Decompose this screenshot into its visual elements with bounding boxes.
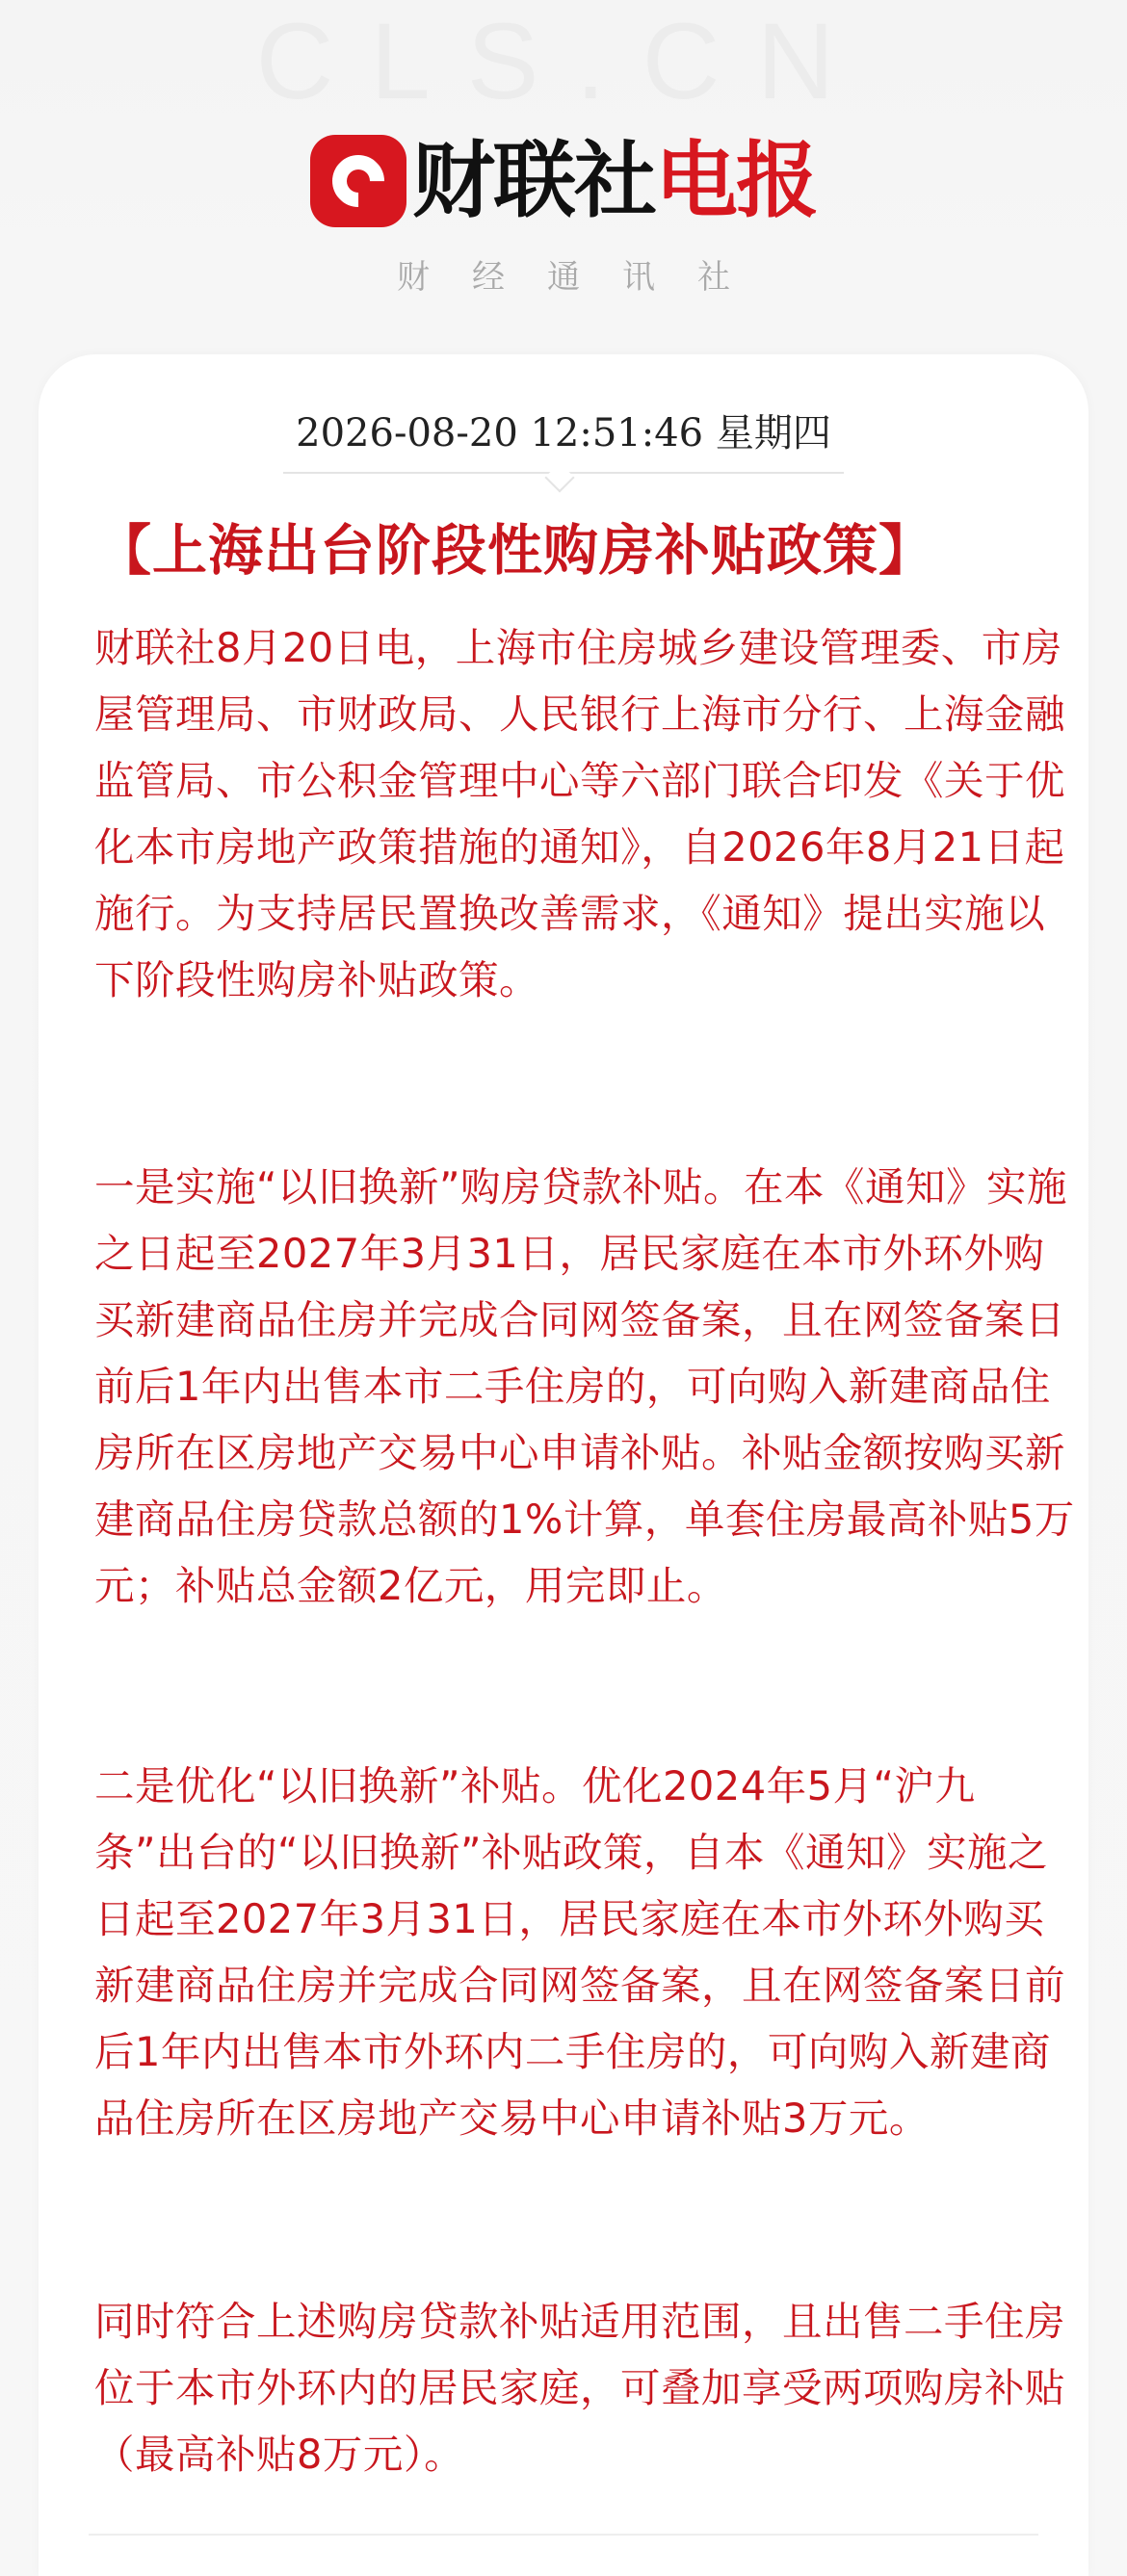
divider-notch [544, 462, 574, 492]
tagline: 财经通讯社 [397, 258, 773, 297]
publish-datetime: 2026-08-20 12:51:46 星期四 [296, 411, 831, 455]
article-title: 【上海出台阶段性购房补贴政策】 [96, 518, 934, 583]
bottom-divider [89, 2534, 1038, 2536]
brand-logo [0, 135, 1127, 227]
paragraph-policy-two: 二是优化“以旧换新”补贴。优化2024年5月“沪九条”出台的“以旧换新”补贴政策，自本《通知》实施之日起至2027年3月31日，居民家庭在本市外环外购买新建商品住房并完成合同网签备案，且在网签备案日前后1年内出售本市外环内二手住房的，可向购入新建商品住房所在区房地产交易中心申请补贴3万元。 [94, 1762, 1066, 2142]
paragraph-policy-one: 一是实施“以旧换新”购房贷款补贴。在本《通知》实施之日起至2027年3月31日，居民家庭在本市外环外购买新建商品住房并完成合同网签备案，且在网签备案日前后1年内出售本市二手住房的，可向购入新建商品住房所在区房地产交易中心申请补贴。补贴金额按购买新建商品住房贷款总额的1%计算，单套住房最高补贴5万元；补贴总金额2亿元，用完即止。 [94, 1163, 1075, 1609]
brand-name: 财联社 [412, 133, 655, 229]
brand-suffix: 电报 [655, 133, 817, 229]
paragraph-combined: 同时符合上述购房贷款补贴适用范围，且出售二手住房位于本市外环内的居民家庭，可叠加享受两项购房补贴（最高补贴8万元）。 [94, 2298, 1066, 2478]
paragraph-intro: 财联社8月20日电，上海市住房城乡建设管理委、市房屋管理局、市财政局、人民银行上海市分行、上海金融监管局、市公积金管理中心等六部门联合印发《关于优化本市房地产政策措施的通知》，自2026年8月21日起施行。为支持居民置换改善需求，《通知》提出实施以下阶段性购房补贴政策。 [94, 624, 1066, 1003]
watermark: CLS.CN [255, 1, 872, 121]
cls-c-logo-icon [310, 135, 406, 227]
article-card [39, 354, 1088, 2576]
